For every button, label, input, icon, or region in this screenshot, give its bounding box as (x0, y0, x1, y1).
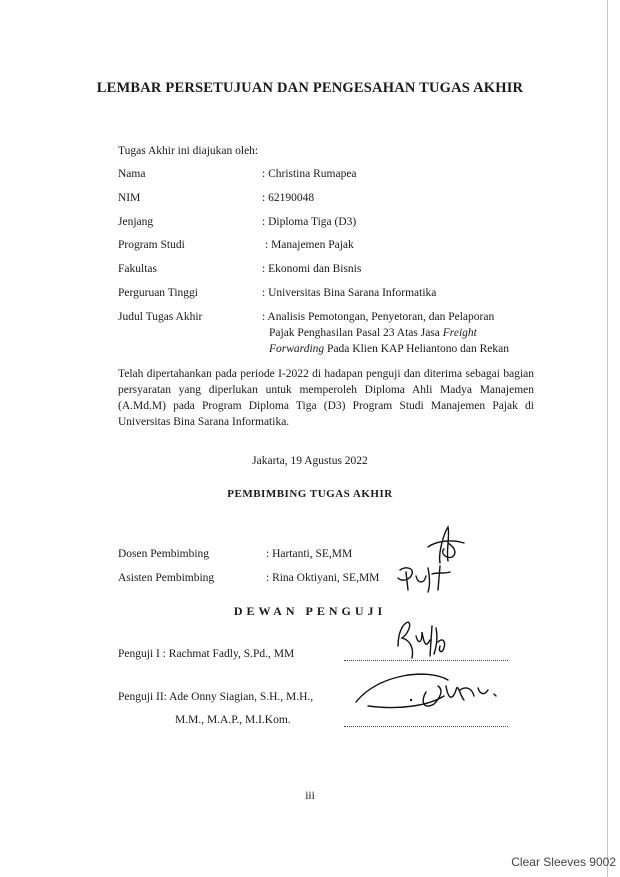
field-label-judul: Judul Tugas Akhir (118, 311, 203, 323)
penguji-2-signature-line (344, 726, 508, 727)
signature-dosen-pembimbing (418, 523, 470, 565)
dosen-pembimbing-value: : Hartanti, SE,MM (266, 548, 353, 560)
document-title: LEMBAR PERSETUJUAN DAN PENGESAHAN TUGAS AKHIR (96, 80, 524, 96)
field-label-fakultas: Fakultas (118, 263, 157, 275)
pembimbing-heading: PEMBIMBING TUGAS AKHIR (227, 488, 393, 500)
signature-asisten-pembimbing (394, 560, 456, 596)
field-label-jenjang: Jenjang (118, 216, 154, 228)
judul-line-3 (269, 343, 509, 355)
intro-text: Tugas Akhir ini diajukan oleh: (118, 145, 259, 157)
judul-line-2-italic: Freight (442, 327, 477, 339)
field-label-perguruan-tinggi: Perguruan Tinggi (118, 287, 198, 299)
field-value-jenjang: : Diploma Tiga (D3) (262, 216, 357, 228)
penguji-1-text: Penguji I : Rachmat Fadly, S.Pd., MM (118, 648, 295, 660)
field-value-program-studi: : Manajemen Pajak (265, 239, 354, 251)
field-value-fakultas: : Ekonomi dan Bisnis (262, 263, 362, 275)
penguji-2-text-line-1: Penguji II: Ade Onny Siagian, S.H., M.H., (118, 691, 314, 703)
penguji-2-text-line-2: M.M., M.A.P., M.I.Kom. (175, 714, 291, 726)
page-edge-line (607, 0, 608, 877)
field-value-nim: : 62190048 (262, 192, 315, 204)
dewan-penguji-heading: DEWAN PENGUJI (233, 604, 387, 618)
judul-line-3-italic: Forwarding (269, 343, 325, 355)
field-value-perguruan-tinggi: : Universitas Bina Sarana Informatika (262, 287, 437, 299)
judul-line-1: : Analisis Pemotongan, Penyetoran, dan Pelaporan (262, 311, 495, 323)
dosen-pembimbing-label: Dosen Pembimbing (118, 548, 210, 560)
page-number: iii (305, 790, 315, 802)
field-label-nim: NIM (118, 192, 141, 204)
footer-brand-text: Clear Sleeves 9002 (511, 855, 616, 869)
field-label-program-studi: Program Studi (118, 239, 185, 251)
signature-penguji-2 (348, 666, 508, 718)
field-label-nama: Nama (118, 168, 146, 180)
place-date: Jakarta, 19 Agustus 2022 (252, 455, 368, 467)
asisten-pembimbing-value: : Rina Oktiyani, SE,MM (266, 572, 380, 584)
signature-penguji-1 (392, 618, 452, 664)
approval-paragraph: Telah dipertahankan pada periode I-2022 di hadapan penguji dan diterima sebagai bagian persyaratan yang diperlukan untuk memperoleh Diploma Ahli Madya Manajemen (A.Md.M) pada Program Diploma Tiga (D3) Program Studi Manajemen Pajak di Universitas Bina Sarana Informatika. (118, 368, 534, 428)
asisten-pembimbing-label: Asisten Pembimbing (118, 572, 215, 584)
judul-line-2-text: Pajak Penghasilan Pasal 23 Atas Jasa (269, 327, 443, 339)
judul-line-2 (269, 327, 477, 339)
field-value-nama: : Christina Rumapea (262, 168, 357, 180)
judul-line-3-text: Pada Klien KAP Heliantono dan Rekan (324, 343, 509, 355)
